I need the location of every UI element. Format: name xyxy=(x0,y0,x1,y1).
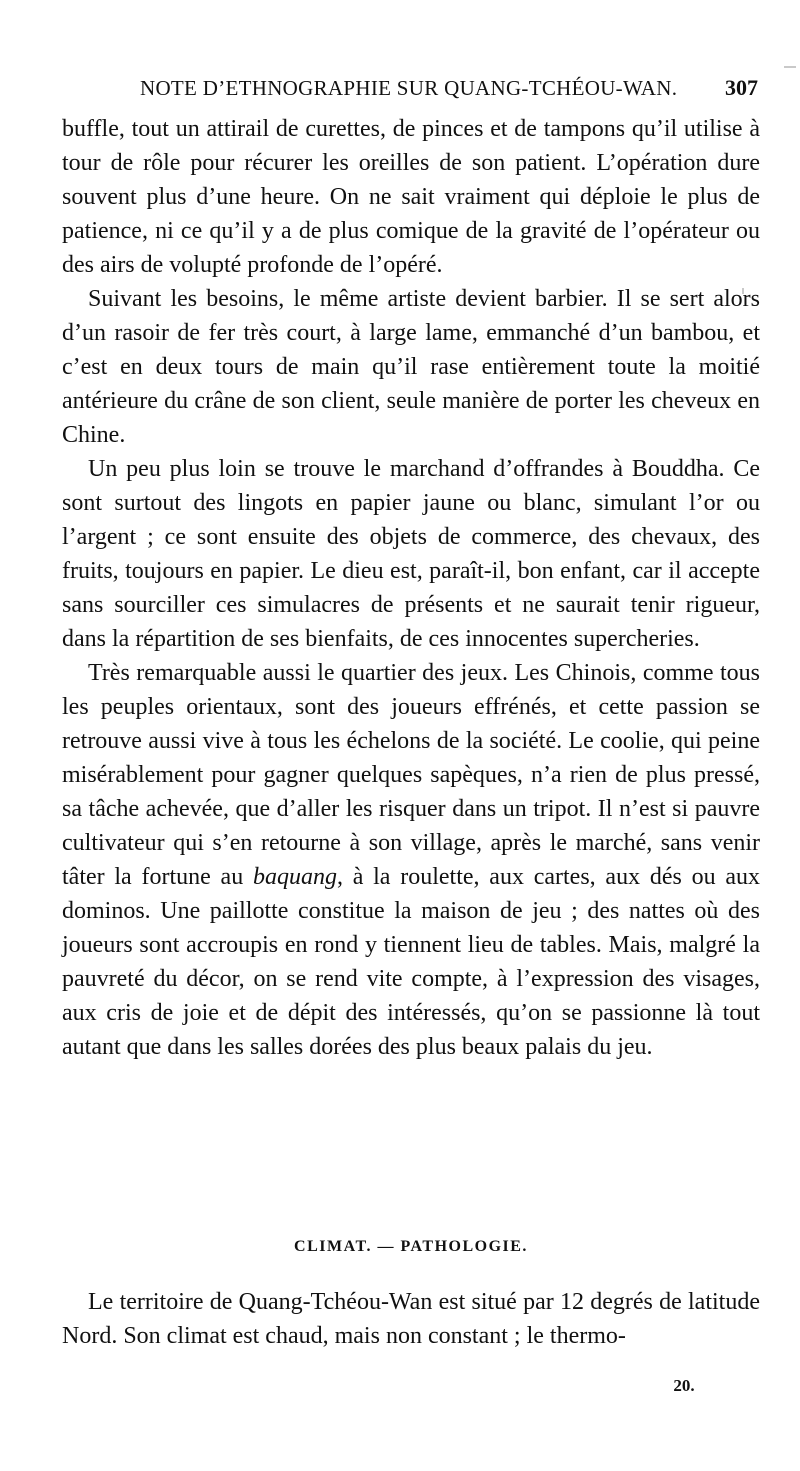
baquang-term: baquang xyxy=(252,864,337,890)
section-heading: CLIMAT. — PATHOLOGIE. xyxy=(294,1238,528,1255)
paragraph-games-text-end: , à la roulette, aux cartes, aux dés ou aux dominos. Une paillotte constitue la maison de jeu ; des nattes où des joueurs sont accroupis en rond y tiennent lieu de tables. Mais, malgré la pauvreté du décor, on se rend vite compte, à l’expression des visages, aux cris de joie et de dépit des intéressés, qu’on se passionne là tout autant que dans les salles dorées des plus beaux palais du jeu. xyxy=(62,864,760,1060)
running-head xyxy=(62,70,764,106)
section-text xyxy=(62,1285,760,1353)
paragraph-continuation: buffle, tout un attirail de curettes, de pinces et de tampons qu’il utilise à tour de rôle pour récurer les oreilles de son patient. L’opération dure souvent plus d’une heure. On ne sait vraiment qui déploie le plus de patience, ni ce qu’il y a de plus comique de la gravité de l’opérateur ou des airs de volupté profonde de l’opéré. xyxy=(62,116,760,278)
page-number: 307 xyxy=(725,75,758,100)
running-title: NOTE D’ETHNOGRAPHIE SUR QUANG-TCHÉOU-WAN. xyxy=(140,76,678,100)
scan-edge-mark xyxy=(784,66,796,68)
paragraph-games xyxy=(62,656,760,1064)
paragraph-climate: Le territoire de Quang-Tchéou-Wan est situé par 12 degrés de latitude Nord. Son climat est chaud, mais non constant ; le thermo- xyxy=(62,1289,760,1349)
paragraph-barber: Suivant les besoins, le même artiste devient barbier. Il se sert alors d’un rasoir de fer très court, à large lame, emmanché d’un bambou, et c’est en deux tours de main qu’il rase entièrement toute la moitié antérieure du crâne de son client, seule manière de porter les cheveux en Chine. xyxy=(62,286,760,448)
signature-mark: 20. xyxy=(673,1376,695,1395)
paragraph-offerings: Un peu plus loin se trouve le marchand d’offrandes à Bouddha. Ce sont surtout des lingots en papier jaune ou blanc, simulant l’or ou l’argent ; ce sont ensuite des objets de commerce, des chevaux, des fruits, toujours en papier. Le dieu est, paraît-il, bon enfant, car il accepte sans sourciller ces simulacres de présents et ne saurait tenir rigueur, dans la répartition de ses bienfaits, de ces innocentes supercheries. xyxy=(62,456,760,652)
paragraph-games-text-start: Très remarquable aussi le quartier des jeux. Les Chinois, comme tous les peuples orientaux, sont des joueurs effrénés, et cette passion se retrouve aussi vive à tous les échelons de la société. Le coolie, qui peine misérablement pour gagner quelques sapèques, n’a rien de plus pressé, sa tâche achevée, que d’aller les risquer dans un tripot. Il n’est si pauvre cultivateur qui s’en retourne à son village, après le marché, sans venir tâter la fortune au xyxy=(62,660,760,890)
body-text xyxy=(62,112,760,1064)
